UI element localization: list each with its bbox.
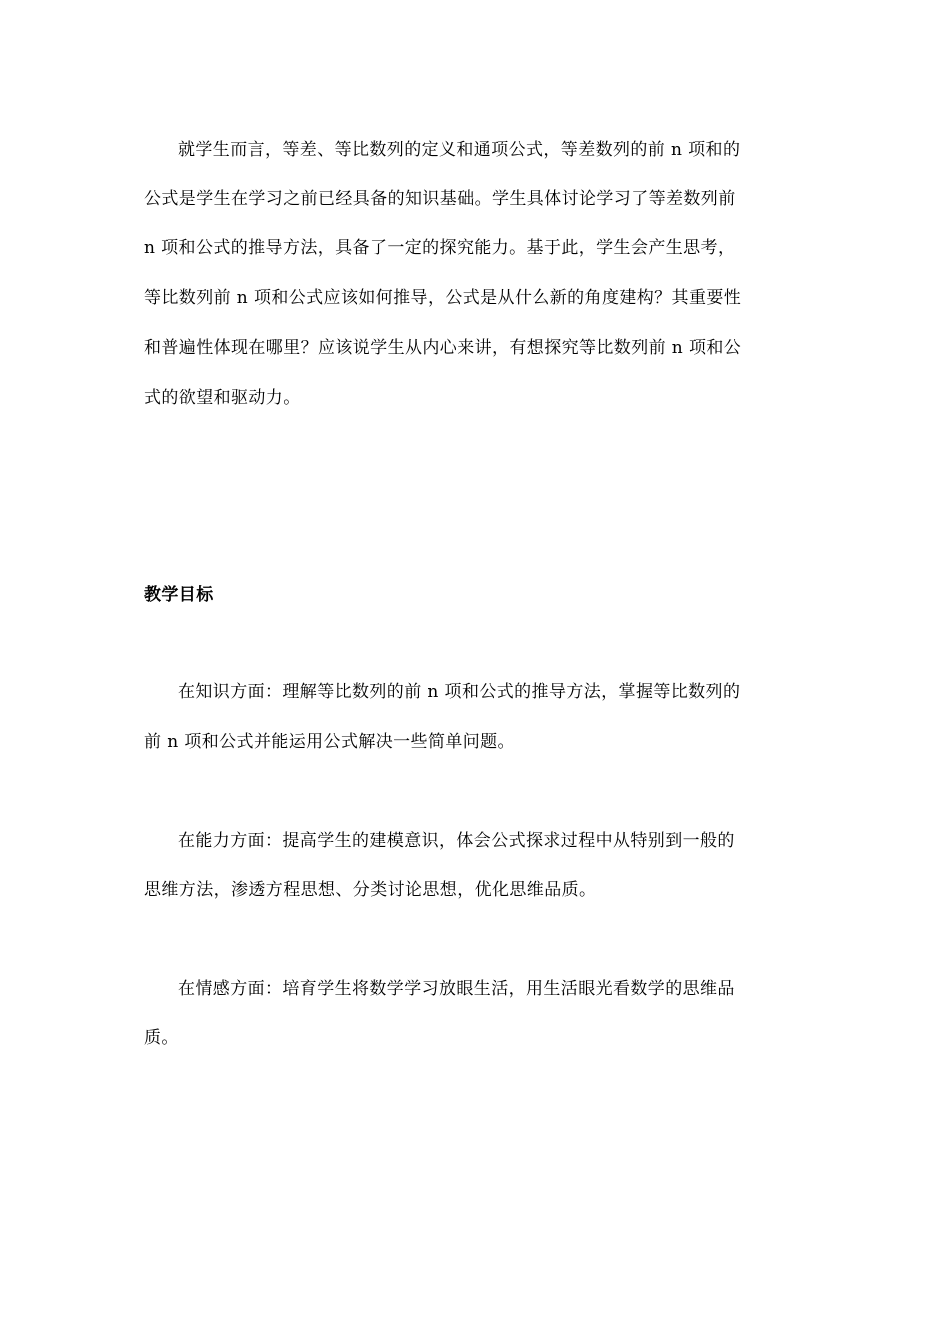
ability-goal-line: 在能力方面：提高学生的建模意识，体会公式探求过程中从特别到一般的 — [178, 831, 735, 851]
ability-goal-line: 思维方法，渗透方程思想、分类讨论思想，优化思维品质。 — [144, 880, 597, 900]
knowledge-goal-line: 前 n 项和公式并能运用公式解决一些简单问题。 — [144, 732, 515, 752]
intro-line: 式的欲望和驱动力。 — [144, 388, 301, 408]
emotion-goal-line: 在情感方面：培育学生将数学学习放眼生活，用生活眼光看数学的思维品 — [178, 979, 735, 999]
intro-line: 就学生而言，等差、等比数列的定义和通项公式，等差数列的前 n 项和的 — [178, 140, 741, 160]
intro-line: n 项和公式的推导方法，具备了一定的探究能力。基于此，学生会产生思考， — [144, 238, 736, 258]
emotion-goal-line: 质。 — [144, 1028, 179, 1048]
section-heading: 教学目标 — [144, 585, 214, 605]
intro-line: 公式是学生在学习之前已经具备的知识基础。学生具体讨论学习了等差数列前 — [144, 189, 736, 209]
intro-line: 和普遍性体现在哪里？应该说学生从内心来讲，有想探究等比数列前 n 项和公 — [144, 338, 742, 358]
intro-line: 等比数列前 n 项和公式应该如何推导，公式是从什么新的角度建构？其重要性 — [144, 288, 742, 308]
knowledge-goal-line: 在知识方面：理解等比数列的前 n 项和公式的推导方法，掌握等比数列的 — [178, 682, 741, 702]
